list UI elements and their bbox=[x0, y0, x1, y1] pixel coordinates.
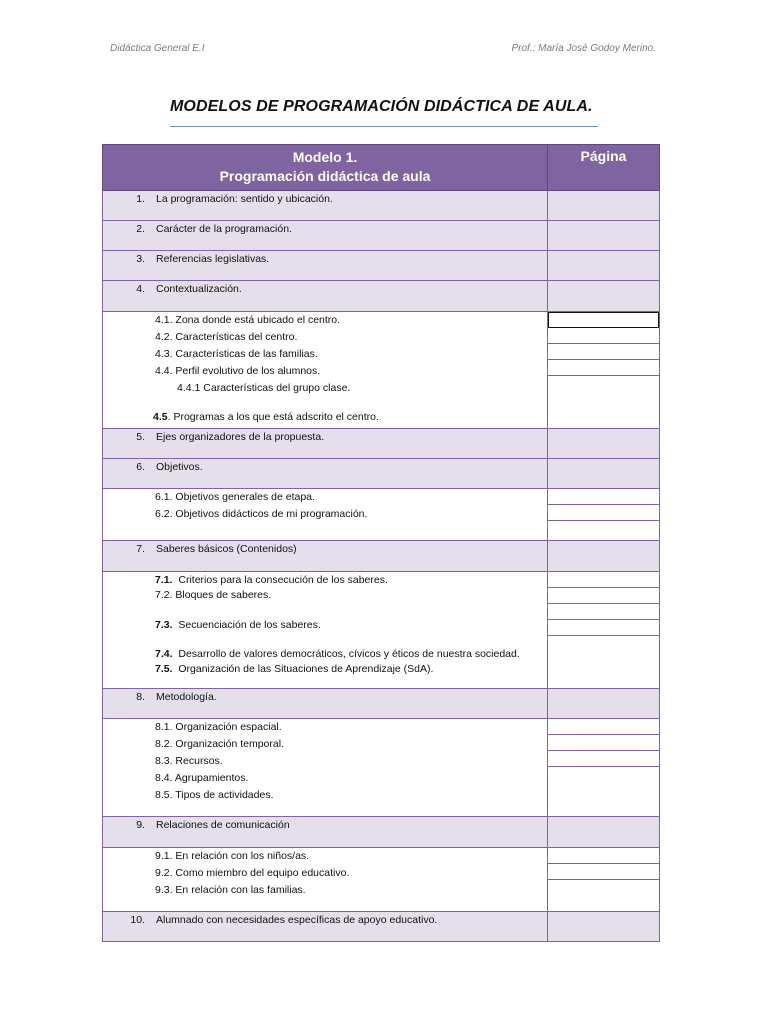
subsection-item: 8.3. Recursos. bbox=[155, 755, 223, 767]
page-cell[interactable] bbox=[548, 191, 660, 221]
page-input-box[interactable] bbox=[548, 620, 659, 636]
section-row bbox=[103, 251, 660, 281]
page-header-cell: Página bbox=[548, 145, 660, 191]
subsection-item: 8.1. Organización espacial. bbox=[155, 721, 282, 733]
model-name: Programación didáctica de aula bbox=[219, 168, 431, 184]
item-text: Criterios para la consecución de los saberes. bbox=[178, 574, 388, 586]
item-text: Secuenciación de los saberes. bbox=[178, 619, 321, 631]
page-input-box[interactable] bbox=[548, 360, 659, 376]
page-input-box[interactable] bbox=[548, 588, 659, 604]
subsection-item: 8.5. Tipos de actividades. bbox=[155, 789, 274, 801]
section-cell bbox=[103, 429, 548, 459]
subsection-item: 4.3. Características de las familias. bbox=[155, 348, 318, 360]
section-cell bbox=[103, 221, 548, 251]
subsection-item: 7.2. Bloques de saberes. bbox=[155, 589, 272, 601]
subsection-cell bbox=[103, 489, 548, 541]
section-cell bbox=[103, 191, 548, 221]
subsection-item: 4.1. Zona donde está ubicado el centro. bbox=[155, 314, 341, 326]
section-cell bbox=[103, 817, 548, 848]
page-input-box[interactable] bbox=[548, 572, 659, 588]
page-input-box[interactable] bbox=[548, 719, 659, 735]
item-number: 7.4. bbox=[155, 648, 173, 660]
section-row bbox=[103, 281, 660, 312]
item-text: . Programas a los que está adscrito el centro. bbox=[167, 411, 379, 423]
subsection-item: 4.4. Perfil evolutivo de los alumnos. bbox=[155, 365, 321, 377]
page-cell-group bbox=[548, 312, 660, 429]
page-cell[interactable] bbox=[548, 459, 660, 489]
page-cell[interactable] bbox=[548, 429, 660, 459]
page-cell-group bbox=[548, 719, 660, 817]
item-number: 7.3. bbox=[155, 619, 173, 631]
section-cell bbox=[103, 281, 548, 312]
subsection-item bbox=[155, 573, 547, 588]
section-number: 6. bbox=[136, 461, 145, 473]
page-cell[interactable] bbox=[548, 281, 660, 312]
subsection-item: 6.1. Objetivos generales de etapa. bbox=[155, 491, 315, 503]
page-input-box[interactable] bbox=[548, 604, 659, 620]
section-cell bbox=[103, 912, 548, 942]
section-label: La programación: sentido y ubicación. bbox=[156, 193, 333, 205]
page-input-box[interactable] bbox=[548, 489, 659, 505]
section-label: Saberes básicos (Contenidos) bbox=[156, 543, 297, 555]
section-number: 8. bbox=[136, 691, 145, 703]
subsection-row bbox=[103, 572, 660, 689]
model-header-cell bbox=[103, 145, 548, 191]
section-number: 5. bbox=[136, 431, 145, 443]
section-row bbox=[103, 429, 660, 459]
section-number: 7. bbox=[136, 543, 145, 555]
page-input-box[interactable] bbox=[548, 735, 659, 751]
section-label: Referencias legislativas. bbox=[156, 253, 270, 265]
section-label: Contextualización. bbox=[156, 283, 242, 295]
document-title: MODELOS DE PROGRAMACIÓN DIDÁCTICA DE AULA. bbox=[170, 98, 593, 115]
subsection-cell bbox=[103, 848, 548, 912]
subsection-item: 9.3. En relación con las familias. bbox=[155, 884, 306, 896]
section-row bbox=[103, 689, 660, 719]
section-number: 4. bbox=[136, 283, 145, 295]
subsection-cell bbox=[103, 312, 548, 429]
page-cell[interactable] bbox=[548, 912, 660, 942]
page-input-box[interactable] bbox=[548, 848, 659, 864]
page-cell[interactable] bbox=[548, 251, 660, 281]
page-cell-group bbox=[548, 489, 660, 541]
section-cell bbox=[103, 689, 548, 719]
table-header-row bbox=[103, 145, 660, 191]
section-row bbox=[103, 912, 660, 942]
page-input-box[interactable] bbox=[548, 328, 659, 344]
subsection-item: 4.2. Características del centro. bbox=[155, 331, 298, 343]
subsection-item: 6.2. Objetivos didácticos de mi programación. bbox=[155, 508, 368, 520]
section-label: Carácter de la programación. bbox=[156, 223, 292, 235]
section-label: Alumnado con necesidades específicas de apoyo educativo. bbox=[156, 914, 438, 926]
subsection-item bbox=[155, 662, 547, 677]
page-input-box[interactable] bbox=[548, 505, 659, 521]
subsection-cell bbox=[103, 719, 548, 817]
subsection-item bbox=[153, 409, 547, 426]
section-label: Objetivos. bbox=[156, 461, 203, 473]
section-cell bbox=[103, 541, 548, 572]
section-cell bbox=[103, 459, 548, 489]
subsection-row bbox=[103, 489, 660, 541]
section-cell bbox=[103, 251, 548, 281]
subsection-item: 8.4. Agrupamientos. bbox=[155, 772, 249, 784]
section-row bbox=[103, 221, 660, 251]
subsection-row bbox=[103, 719, 660, 817]
running-header-author: Prof.: María José Godoy Merino. bbox=[511, 43, 656, 54]
page-input-box[interactable] bbox=[548, 344, 659, 360]
section-row bbox=[103, 459, 660, 489]
item-number: 7.5. bbox=[155, 663, 173, 675]
subsection-item: 9.2. Como miembro del equipo educativo. bbox=[155, 867, 350, 879]
page-input-box[interactable] bbox=[548, 312, 659, 328]
section-number: 1. bbox=[136, 193, 145, 205]
section-row bbox=[103, 191, 660, 221]
section-number: 2. bbox=[136, 223, 145, 235]
item-number: 4.5 bbox=[153, 411, 168, 423]
item-number: 7.1. bbox=[155, 574, 173, 586]
page-cell-group bbox=[548, 572, 660, 689]
section-number: 9. bbox=[136, 819, 145, 831]
page-cell[interactable] bbox=[548, 221, 660, 251]
running-header-course: Didáctica General E.I bbox=[110, 43, 205, 54]
subsection-item: 9.1. En relación con los niños/as. bbox=[155, 850, 310, 862]
subsection-item: 8.2. Organización temporal. bbox=[155, 738, 284, 750]
subsection-row bbox=[103, 312, 660, 429]
page-input-box[interactable] bbox=[548, 864, 659, 880]
section-label: Relaciones de comunicación bbox=[156, 819, 290, 831]
section-number: 3. bbox=[136, 253, 145, 265]
section-number: 10. bbox=[130, 914, 145, 926]
subsection-row bbox=[103, 848, 660, 912]
section-label: Ejes organizadores de la propuesta. bbox=[156, 431, 325, 443]
title-underline bbox=[170, 126, 598, 127]
item-text: Organización de las Situaciones de Aprendizaje (SdA). bbox=[178, 663, 434, 675]
page-cell[interactable] bbox=[548, 817, 660, 848]
section-row bbox=[103, 817, 660, 848]
subsection-item bbox=[155, 647, 547, 662]
subsection-item bbox=[155, 618, 547, 633]
model-number: Modelo 1. bbox=[292, 149, 358, 165]
programming-index-table bbox=[102, 144, 660, 942]
item-text: Desarrollo de valores democráticos, cívicos y éticos de nuestra sociedad. bbox=[178, 648, 520, 660]
section-label: Metodología. bbox=[156, 691, 217, 703]
page-input-box[interactable] bbox=[548, 751, 659, 767]
subsection-cell bbox=[103, 572, 548, 689]
section-row bbox=[103, 541, 660, 572]
page-cell[interactable] bbox=[548, 689, 660, 719]
page-cell-group bbox=[548, 848, 660, 912]
subsection-item: 4.4.1 Características del grupo clase. bbox=[177, 382, 351, 394]
page-cell[interactable] bbox=[548, 541, 660, 572]
